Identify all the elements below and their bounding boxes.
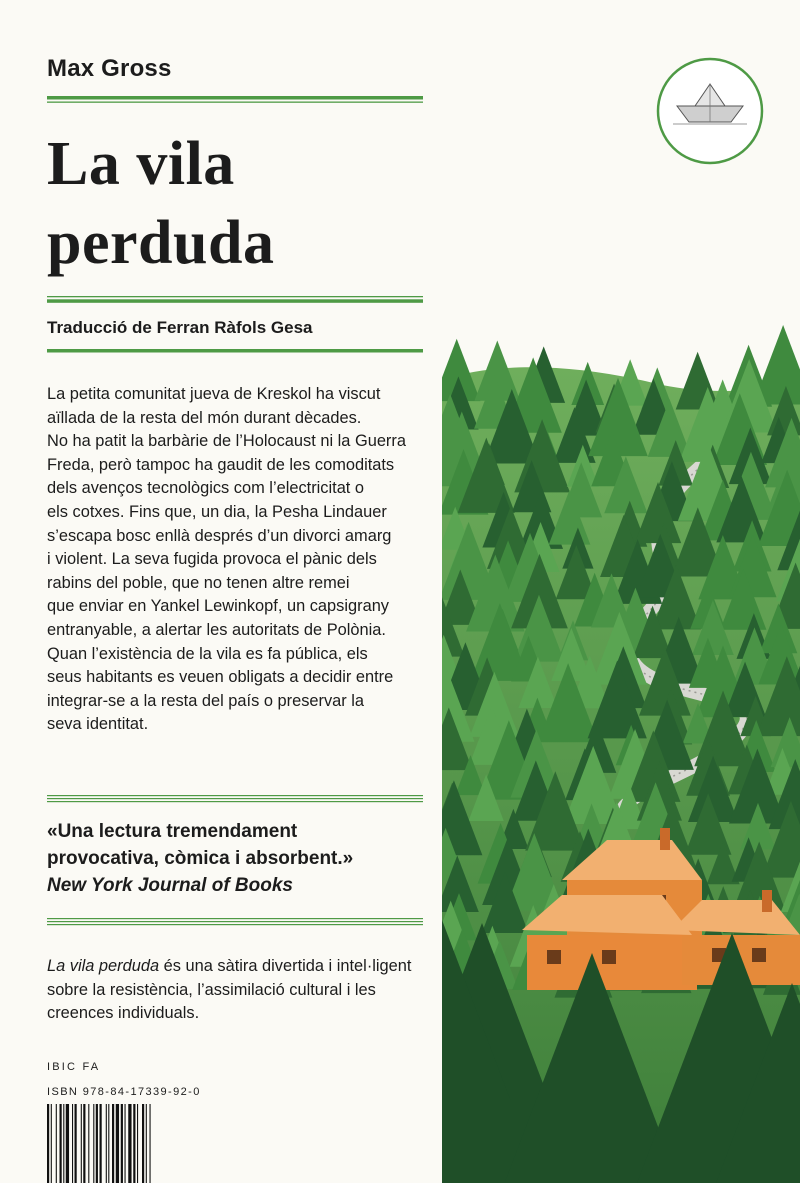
synopsis-line: Quan l’existència de la vila es fa pública, els xyxy=(47,644,368,663)
author-name: Max Gross xyxy=(47,55,172,82)
forest-illustration xyxy=(442,0,800,1183)
synopsis-line: integrar-se a la resta del país o preservar la xyxy=(47,691,365,710)
synopsis-line: que enviar en Yankel Lewinkopf, un capsigrany xyxy=(47,597,390,616)
synopsis xyxy=(47,383,427,737)
divider-top xyxy=(47,96,423,104)
summary-line-2: sobre la resistència, l’assimilació cultural i les xyxy=(47,980,376,999)
book-title-line-2: perduda xyxy=(47,209,275,277)
synopsis-line: i violent. La seva fugida provoca el pànic dels xyxy=(47,550,377,569)
pine-tree-icon xyxy=(676,352,720,410)
divider-under-title xyxy=(47,296,423,304)
divider-under-translator xyxy=(47,349,423,353)
synopsis-line: Freda, però tampoc ha gaudit de les comoditats xyxy=(47,455,395,474)
paper-boat-logo-icon xyxy=(655,56,765,166)
synopsis-line: La petita comunitat jueva de Kreskol ha viscut xyxy=(47,385,381,403)
book-title-line-1: La vila xyxy=(47,130,235,198)
summary-line-3: creences individuals. xyxy=(47,1004,200,1023)
synopsis-line: No ha patit la barbàrie de l’Holocaust ni la Guerra xyxy=(47,432,406,451)
press-quote-line-1: «Una lectura tremendament xyxy=(47,821,298,842)
synopsis-line: dels avenços tecnològics com l’electricitat o xyxy=(47,479,365,498)
divider-above-quote xyxy=(47,795,423,803)
isbn-code: ISBN 978-84-17339-92-0 xyxy=(47,1086,201,1098)
synopsis-line: seus habitants es veuen obligats a decidir entre xyxy=(47,668,394,687)
summary-title-italic: La vila perduda xyxy=(47,957,160,975)
divider-below-quote xyxy=(47,918,423,926)
ibic-code: IBIC FA xyxy=(47,1061,101,1073)
press-quote-line-2: provocativa, còmica i absorbent.» xyxy=(47,848,354,869)
synopsis-line: aïllada de la resta del món durant dècades. xyxy=(47,408,362,427)
summary-line-1-rest: és una sàtira divertida i intel·ligent xyxy=(159,957,412,975)
summary-line-1 xyxy=(47,955,427,979)
barcode-icon xyxy=(47,1104,197,1183)
synopsis-line: els cotxes. Fins que, un dia, la Pesha Lindauer xyxy=(47,502,387,521)
cover-illustration-panel xyxy=(442,0,800,1183)
summary xyxy=(47,955,427,1026)
synopsis-line: rabins del poble, que no tenen altre remei xyxy=(47,573,350,592)
press-quote-source: New York Journal of Books xyxy=(47,875,293,896)
synopsis-line: s’escapa bosc enllà després d’un divorci amarg xyxy=(47,526,392,545)
press-quote xyxy=(47,818,427,899)
synopsis-line: entranyable, a alertar les autoritats de Polònia. xyxy=(47,620,386,639)
synopsis-line: seva identitat. xyxy=(47,715,149,734)
translator-credit: Traducció de Ferran Ràfols Gesa xyxy=(47,318,313,337)
book-title xyxy=(47,125,274,283)
